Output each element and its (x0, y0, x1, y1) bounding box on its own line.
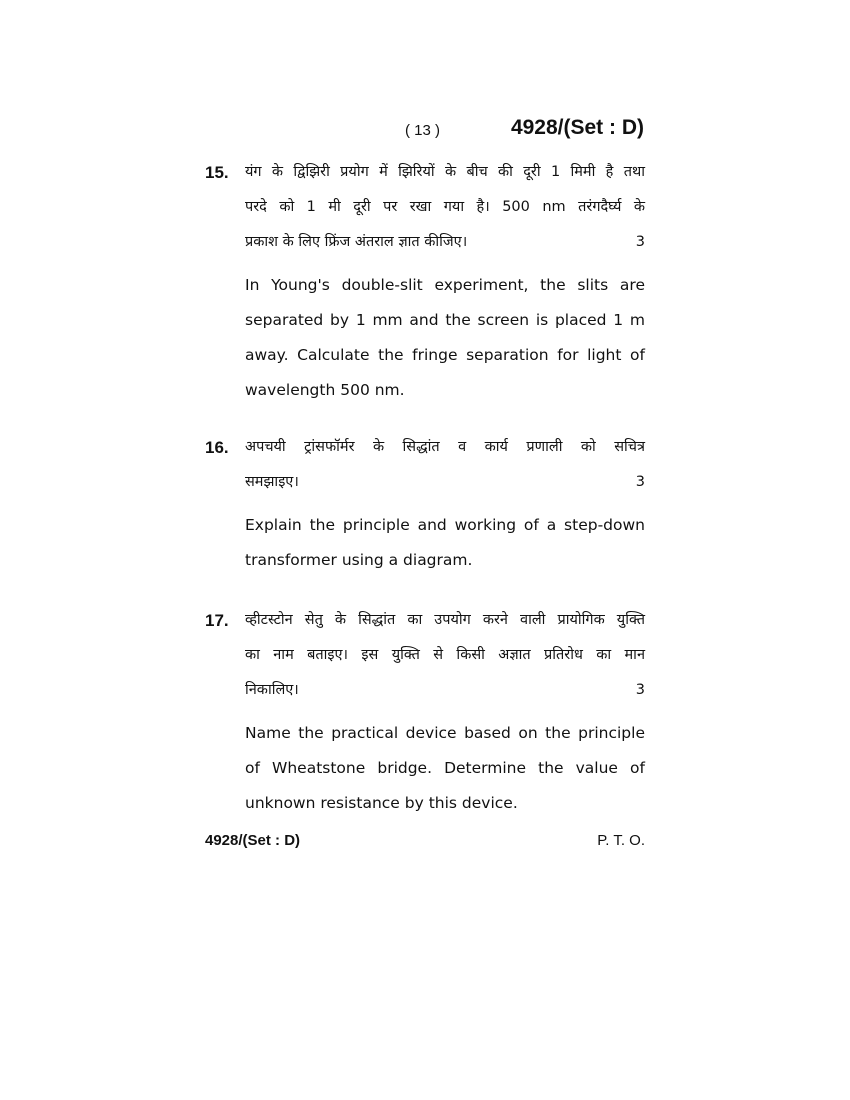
pto-label: P. T. O. (597, 832, 645, 849)
english-text: Name the practical device based on the principle of Wheatstone bridge. Determine the value of unknown resistance by this device. (245, 724, 645, 812)
marks: 3 (635, 682, 645, 698)
question-number: 17. (205, 611, 229, 630)
hindi-line: समझाइए। (245, 474, 299, 490)
question-17 (205, 603, 645, 821)
question-body (245, 430, 645, 578)
question-15 (205, 155, 645, 408)
hindi-line: परदे को 1 मी दूरी पर रखा गया है। 500 nm तरंगदैर्घ्य के (245, 199, 645, 215)
hindi-last-line (245, 673, 645, 708)
hindi-line: प्रकाश के लिए फ्रिंज अंतराल ज्ञात कीजिए। (245, 234, 468, 250)
hindi-line: निकालिए। (245, 682, 299, 698)
page-number: ( 13 ) (405, 122, 441, 139)
hindi-line: का नाम बताइए। इस युक्ति से किसी अज्ञात प्रतिरोध का मान (245, 647, 645, 663)
marks: 3 (635, 474, 645, 490)
question-body (245, 155, 645, 408)
hindi-line: व्हीटस्टोन सेतु के सिद्धांत का उपयोग करने वाली प्रायोगिक युक्ति (245, 612, 645, 628)
hindi-line: अपचयी ट्रांसफॉर्मर के सिद्धांत व कार्य प्रणाली को सचित्र (245, 439, 645, 455)
question-16 (205, 430, 645, 578)
question-body (245, 603, 645, 821)
hindi-last-line (245, 225, 645, 260)
marks: 3 (635, 234, 645, 250)
english-text: In Young's double-slit experiment, the slits are separated by 1 mm and the screen is placed 1 m away. Calculate the fringe separation for light of wavelength 500 nm. (245, 276, 645, 399)
question-number: 16. (205, 438, 229, 457)
paper-code-footer: 4928/(Set : D) (205, 832, 301, 849)
paper-code-header: 4928/(Set : D) (510, 116, 644, 139)
hindi-line: यंग के द्विझिरी प्रयोग में झिरियों के बीच की दूरी 1 मिमी है तथा (245, 164, 645, 180)
english-text: Explain the principle and working of a step-down transformer using a diagram. (245, 516, 645, 569)
question-number: 15. (205, 163, 229, 182)
hindi-last-line (245, 465, 645, 500)
